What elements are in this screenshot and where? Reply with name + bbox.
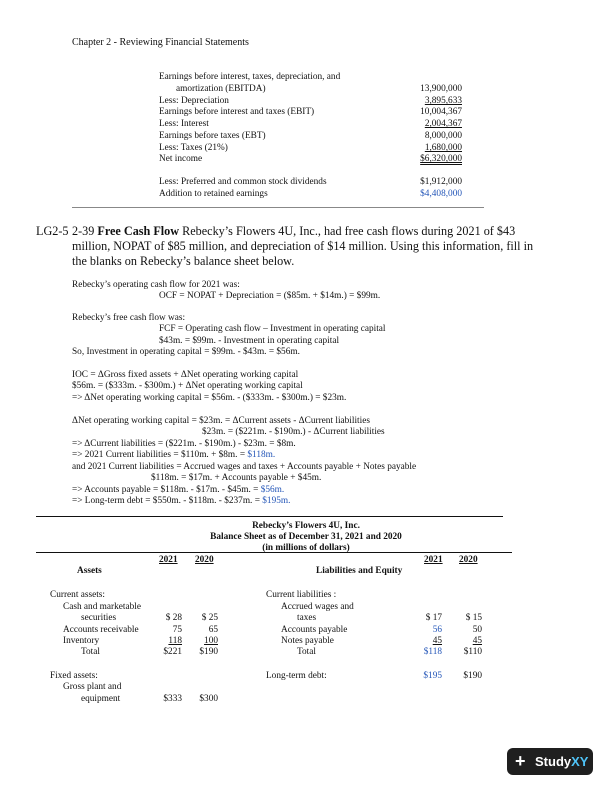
income-value: 10,004,367 xyxy=(420,107,462,117)
inventory-2021: 118 xyxy=(168,636,182,646)
table-top-rule xyxy=(36,516,503,517)
plus-icon: + xyxy=(515,751,526,771)
notes-payable-2021: 45 xyxy=(432,636,442,646)
cl-2021-answer: $118m. xyxy=(247,450,276,460)
accrued-wages-label: Accrued wages and xyxy=(281,602,354,612)
fixed-assets-label: Fixed assets: xyxy=(50,671,98,681)
income-label: Less: Depreciation xyxy=(159,96,229,106)
assets-header: Assets xyxy=(77,566,102,576)
income-value-answer: $4,408,000 xyxy=(420,189,462,199)
gpe-label: equipment xyxy=(81,694,121,704)
learning-goal-tag: LG2-5 xyxy=(36,224,69,238)
ar-2021: 75 xyxy=(172,625,182,635)
current-liabilities-label: Current liabilities : xyxy=(266,590,337,600)
cash-2020: $ 25 xyxy=(201,613,218,623)
ap-answer: $56m. xyxy=(260,485,285,495)
problem-line-1 xyxy=(72,224,515,239)
accounts-payable-label: Accounts payable xyxy=(281,625,348,635)
divider xyxy=(72,207,484,208)
bs-units: (in millions of dollars) xyxy=(262,543,350,553)
notes-payable-2020: 45 xyxy=(472,636,482,646)
gpe-label: Gross plant and xyxy=(63,682,122,692)
gpe-2021: $333 xyxy=(163,694,182,704)
inventory-2020: 100 xyxy=(204,636,218,646)
cl-total-2020: $110 xyxy=(463,647,482,657)
income-label: Earnings before taxes (EBT) xyxy=(159,131,266,141)
problem-number: 2-39 xyxy=(72,224,95,238)
ltd-line xyxy=(72,496,290,507)
problem-line-2: million, NOPAT of $85 million, and depreciation of $14 million. Using this information, fill in xyxy=(72,239,534,253)
logo-text: StudyXY xyxy=(535,754,589,769)
nowc-equation: ΔNet operating working capital = $23m. = ΔCurrent assets - ΔCurrent liabilities xyxy=(72,416,370,426)
cash-2021: $ 28 xyxy=(165,613,182,623)
accrued-wages-2021: $ 17 xyxy=(425,613,442,623)
income-label: Less: Interest xyxy=(159,119,209,129)
ca-total-2020: $190 xyxy=(199,647,218,657)
cl-total-label: Total xyxy=(297,647,316,657)
ioc-equation: => ΔNet operating working capital = $56m. - ($333m. - $300m.) = $23m. xyxy=(72,393,347,403)
long-term-debt-label: Long-term debt: xyxy=(266,671,327,681)
accounts-payable-2021: 56 xyxy=(432,625,442,635)
ar-label: Accounts receivable xyxy=(63,625,139,635)
income-value: 3,895,633 xyxy=(424,96,462,106)
gpe-2020: $300 xyxy=(199,694,218,704)
ap-line xyxy=(72,485,284,496)
income-value: $1,912,000 xyxy=(420,177,462,187)
year-col-2020: 2020 xyxy=(195,555,214,565)
ltd-text: => Long-term debt = $550m. - $118m. - $237m. = xyxy=(72,496,263,506)
fcf-equation: $43m. = $99m. - Investment in operating capital xyxy=(159,336,340,346)
accrued-wages-2020: $ 15 xyxy=(465,613,482,623)
nowc-equation: $23m. = ($221m. - $190m.) - ΔCurrent liabilities xyxy=(202,427,385,437)
cl-change: => ΔCurrent liabilities = ($221m. - $190m.) - $23m. = $8m. xyxy=(72,439,296,449)
bs-subtitle: Balance Sheet as of December 31, 2021 and 2020 xyxy=(210,532,402,542)
ioc-equation: $56m. = ($333m. - $300m.) + ΔNet operating working capital xyxy=(72,381,303,391)
table-header-rule xyxy=(36,552,512,553)
problem-line-3: the blanks on Rebecky’s balance sheet below. xyxy=(72,254,295,268)
fcf-result: So, Investment in operating capital = $99m. - $43m. = $56m. xyxy=(72,347,300,357)
year-col-2021: 2021 xyxy=(159,555,178,565)
year-col-2020: 2020 xyxy=(459,555,478,565)
income-label: Earnings before interest and taxes (EBIT) xyxy=(159,107,315,117)
ca-total-2021: $221 xyxy=(163,647,182,657)
cl-total-2021: $118 xyxy=(423,647,442,657)
ltd-answer: $195m. xyxy=(262,496,291,506)
income-label: Net income xyxy=(159,154,203,164)
problem-title: Free Cash Flow xyxy=(97,224,180,238)
accounts-payable-2020: 50 xyxy=(472,625,482,635)
income-value: 1,680,000 xyxy=(424,143,462,153)
notes-payable-label: Notes payable xyxy=(281,636,334,646)
cash-label: Cash and marketable xyxy=(63,602,141,612)
cl-2021-text: => 2021 Current liabilities = $110m. + $8m. = xyxy=(72,450,248,460)
ca-total-label: Total xyxy=(81,647,100,657)
ioc-equation: IOC = ΔGross fixed assets + ΔNet operating working capital xyxy=(72,370,299,380)
accrued-wages-label: taxes xyxy=(297,613,317,623)
fcf-equation: FCF = Operating cash flow – Investment in operating capital xyxy=(159,324,386,334)
long-term-debt-2021: $195 xyxy=(423,671,442,681)
ap-text: => Accounts payable = $118m. - $17m. - $45m. = xyxy=(72,485,261,495)
income-value: 13,900,000 xyxy=(420,84,462,94)
year-col-2021: 2021 xyxy=(424,555,443,565)
cl-substitution: $118m. = $17m. + Accounts payable + $45m. xyxy=(151,473,322,483)
problem-text: Rebecky’s Flowers 4U, Inc., had free cash flows during 2021 of $43 xyxy=(182,224,516,238)
bs-title: Rebecky’s Flowers 4U, Inc. xyxy=(252,521,360,531)
long-term-debt-2020: $190 xyxy=(463,671,482,681)
income-label: Less: Taxes (21%) xyxy=(159,143,228,153)
income-label: Less: Preferred and common stock dividends xyxy=(159,177,327,187)
income-label: Addition to retained earnings xyxy=(159,189,268,199)
ar-2020: 65 xyxy=(208,625,218,635)
chapter-header: Chapter 2 - Reviewing Financial Statements xyxy=(72,37,249,48)
fcf-intro: Rebecky’s free cash flow was: xyxy=(72,313,186,323)
income-value: $6,320,000 xyxy=(420,154,462,164)
income-label: Earnings before interest, taxes, depreciation, and xyxy=(159,72,341,82)
ocf-intro: Rebecky’s operating cash flow for 2021 was: xyxy=(72,280,240,290)
income-value: 8,000,000 xyxy=(424,131,462,141)
cash-label: securities xyxy=(81,613,117,623)
current-assets-label: Current assets: xyxy=(50,590,105,600)
studyxy-logo xyxy=(507,748,593,775)
ocf-equation: OCF = NOPAT + Depreciation = ($85m. + $14m.) = $99m. xyxy=(159,291,381,301)
income-label: amortization (EBITDA) xyxy=(176,84,266,94)
inventory-label: Inventory xyxy=(63,636,100,646)
income-value: 2,004,367 xyxy=(424,119,462,129)
cl-definition: and 2021 Current liabilities = Accrued wages and taxes + Accounts payable + Notes payable xyxy=(72,462,417,472)
cl-2021 xyxy=(72,450,275,461)
liabilities-header: Liabilities and Equity xyxy=(316,566,403,576)
